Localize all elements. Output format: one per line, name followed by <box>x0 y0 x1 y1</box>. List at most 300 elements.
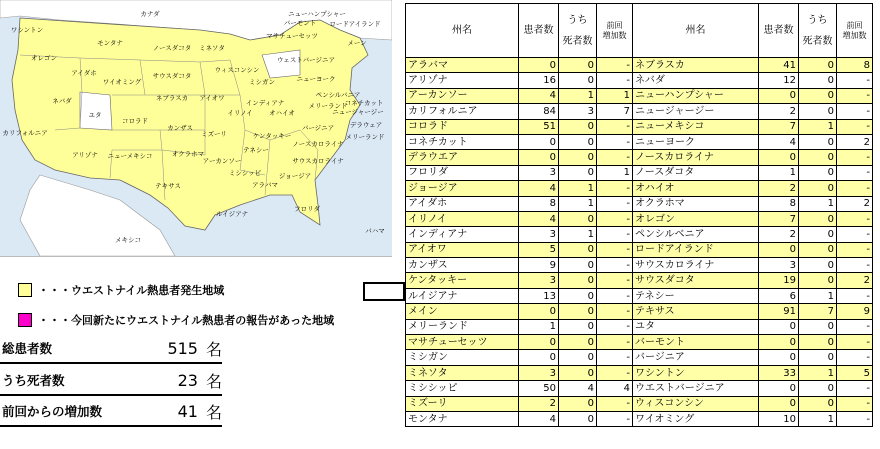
right-increase-cell: - <box>837 258 873 273</box>
header-deaths-top: うち <box>807 14 828 26</box>
right-state-name-cell: ネバダ <box>633 73 759 88</box>
left-increase-cell: - <box>597 335 633 350</box>
table-row <box>406 196 873 211</box>
left-patients-cell: 4 <box>519 211 559 226</box>
map-label: ケンタッキー <box>252 132 292 140</box>
map-label: ニュージャージー <box>332 108 384 116</box>
right-state-name-cell: ニューハンプシャー <box>633 88 759 103</box>
left-patients-cell: 3 <box>519 365 559 380</box>
right-deaths-cell: 0 <box>799 58 837 73</box>
right-increase-cell: 2 <box>837 196 873 211</box>
left-patients-cell: 5 <box>519 242 559 257</box>
right-deaths-cell: 0 <box>799 319 837 334</box>
right-deaths-cell: 0 <box>799 273 837 288</box>
right-patients-cell: 1 <box>759 165 799 180</box>
map-label: アーカンソー <box>202 157 242 165</box>
right-state-name-cell: サウスカロライナ <box>633 258 759 273</box>
right-increase-cell: - <box>837 288 873 303</box>
map-label: イリノイ <box>227 109 253 117</box>
right-patients-cell: 8 <box>759 196 799 211</box>
left-deaths-cell: 0 <box>559 242 597 257</box>
left-increase-cell: - <box>597 288 633 303</box>
map-label: ワシントン <box>10 26 44 34</box>
header-increase-top: 前回 <box>606 20 623 30</box>
left-state-name-cell: イリノイ <box>406 211 519 226</box>
right-patients-cell: 2 <box>759 104 799 119</box>
map-label: カナダ <box>140 10 160 18</box>
left-deaths-cell: 0 <box>559 211 597 226</box>
summary-deaths-unit: 名 <box>205 371 222 391</box>
map-label: ワイオミング <box>102 78 142 86</box>
left-increase-cell: - <box>597 211 633 226</box>
right-state-name-cell: テネシー <box>633 288 759 303</box>
map-label: カンザス <box>167 124 193 132</box>
left-state-name-cell: ミネソタ <box>406 365 519 380</box>
header-increase-top: 前回 <box>846 20 863 30</box>
header-patients: 患者数 <box>759 4 799 58</box>
right-patients-cell: 7 <box>759 119 799 134</box>
right-deaths-cell: 0 <box>799 258 837 273</box>
left-deaths-cell: 3 <box>559 104 597 119</box>
map-label: ウェストバージニア <box>277 56 335 64</box>
left-state-name-cell: メイン <box>406 304 519 319</box>
map-label: ノースカロライナ <box>292 140 344 148</box>
left-increase-cell: - <box>597 304 633 319</box>
header-deaths <box>799 4 837 58</box>
left-increase-cell: - <box>597 319 633 334</box>
table-row <box>406 365 873 380</box>
table-row <box>406 134 873 149</box>
left-deaths-cell: 0 <box>559 258 597 273</box>
right-patients-cell: 0 <box>759 319 799 334</box>
left-deaths-cell: 0 <box>559 165 597 180</box>
legend-swatch-yellow <box>18 283 32 297</box>
left-increase-cell: - <box>597 258 633 273</box>
summary-deaths <box>0 366 222 396</box>
right-state-name-cell: ニュージャージー <box>633 104 759 119</box>
left-patients-cell: 0 <box>519 350 559 365</box>
left-increase-cell: - <box>597 365 633 380</box>
table-row <box>406 288 873 303</box>
right-state-name-cell: ネブラスカ <box>633 58 759 73</box>
right-deaths-cell: 1 <box>799 288 837 303</box>
state-table <box>405 3 873 427</box>
right-increase-cell: - <box>837 119 873 134</box>
legend-item-outbreak <box>18 281 224 299</box>
right-state-name-cell: オレゴン <box>633 211 759 226</box>
right-increase-cell: 5 <box>837 365 873 380</box>
map-label: ジョージア <box>278 172 312 180</box>
table-row <box>406 58 873 73</box>
header-deaths-bottom: 死者数 <box>562 35 593 47</box>
header-deaths-top: うち <box>567 14 588 26</box>
left-patients-cell: 51 <box>519 119 559 134</box>
summary-deaths-value: 23 <box>177 370 198 390</box>
left-state-name-cell: デラウエア <box>406 150 519 165</box>
table-row <box>406 335 873 350</box>
left-state-name-cell: ルイジアナ <box>406 288 519 303</box>
right-deaths-cell: 1 <box>799 365 837 380</box>
left-deaths-cell: 0 <box>559 58 597 73</box>
right-increase-cell: - <box>837 181 873 196</box>
right-patients-cell: 33 <box>759 365 799 380</box>
summary-increase <box>0 397 222 427</box>
map-label: オハイオ <box>269 109 295 117</box>
left-patients-cell: 3 <box>519 273 559 288</box>
right-increase-cell: - <box>837 104 873 119</box>
right-deaths-cell: 0 <box>799 150 837 165</box>
map-label: デラウェア <box>349 121 383 129</box>
summary-total <box>0 334 222 364</box>
left-patients-cell: 13 <box>519 288 559 303</box>
right-deaths-cell: 0 <box>799 134 837 149</box>
table-header-row <box>406 4 873 58</box>
left-patients-cell: 0 <box>519 58 559 73</box>
left-deaths-cell: 0 <box>559 273 597 288</box>
map-label: ウィスコンシン <box>214 66 260 74</box>
map-label: サウスカロライナ <box>292 157 344 165</box>
left-patients-cell: 3 <box>519 165 559 180</box>
right-increase-cell: 2 <box>837 273 873 288</box>
table-body <box>406 58 873 427</box>
left-state-name-cell: アイオワ <box>406 242 519 257</box>
left-increase-cell: - <box>597 73 633 88</box>
left-deaths-cell: 0 <box>559 411 597 426</box>
map-label: ニューメキシコ <box>107 152 153 160</box>
left-state-name-cell: カンザス <box>406 258 519 273</box>
table-row <box>406 73 873 88</box>
right-deaths-cell: 0 <box>799 211 837 226</box>
right-deaths-cell: 1 <box>799 119 837 134</box>
left-state-name-cell: インディアナ <box>406 227 519 242</box>
right-deaths-cell: 1 <box>799 196 837 211</box>
right-increase-cell: - <box>837 396 873 411</box>
right-increase-cell: - <box>837 88 873 103</box>
map-label: メリーランド <box>345 133 385 141</box>
summary-increase-unit: 名 <box>205 402 222 422</box>
left-increase-cell: - <box>597 119 633 134</box>
right-state-name-cell: ワイオミング <box>633 411 759 426</box>
left-state-name-cell: コロラド <box>406 119 519 134</box>
table-row <box>406 165 873 180</box>
table-row <box>406 211 873 226</box>
map-label: インディアナ <box>245 99 285 107</box>
right-increase-cell: 9 <box>837 304 873 319</box>
table-row <box>406 258 873 273</box>
header-patients: 患者数 <box>519 4 559 58</box>
map-label: ミシシッピ <box>228 169 262 177</box>
left-state-name-cell: ミシシッピ <box>406 381 519 396</box>
map-label: ユタ <box>88 111 102 119</box>
left-patients-cell: 0 <box>519 304 559 319</box>
header-deaths-bottom: 死者数 <box>802 35 833 47</box>
left-state-name-cell: ミシガン <box>406 350 519 365</box>
left-deaths-cell: 0 <box>559 119 597 134</box>
map-label: アリゾナ <box>72 151 98 159</box>
right-patients-cell: 0 <box>759 381 799 396</box>
left-increase-cell: - <box>597 273 633 288</box>
left-state-name-cell: モンタナ <box>406 411 519 426</box>
map-label: テネシー <box>243 146 269 154</box>
map-label: マサチューセッツ <box>266 32 318 40</box>
map-label: メーン <box>347 39 367 47</box>
left-increase-cell: 1 <box>597 88 633 103</box>
left-patients-cell: 4 <box>519 181 559 196</box>
right-patients-cell: 0 <box>759 396 799 411</box>
left-increase-cell: 4 <box>597 381 633 396</box>
map-label: アイダホ <box>71 69 97 77</box>
left-patients-cell: 0 <box>519 150 559 165</box>
summary-total-unit: 名 <box>205 339 222 359</box>
right-deaths-cell: 1 <box>799 411 837 426</box>
left-deaths-cell: 0 <box>559 304 597 319</box>
right-state-name-cell: ロードアイランド <box>633 242 759 257</box>
left-state-name-cell: カリフォルニア <box>406 104 519 119</box>
left-increase-cell: - <box>597 196 633 211</box>
left-patients-cell: 4 <box>519 411 559 426</box>
right-state-name-cell: ペンシルベニア <box>633 227 759 242</box>
map-label: アイオワ <box>199 94 225 102</box>
map-label: ノースダコタ <box>152 44 192 52</box>
right-deaths-cell: 0 <box>799 88 837 103</box>
right-patients-cell: 7 <box>759 211 799 226</box>
connector-line <box>363 282 405 301</box>
table-row <box>406 381 873 396</box>
left-deaths-cell: 4 <box>559 381 597 396</box>
summary-total-label: 総患者数 <box>2 341 53 356</box>
header-state: 州名 <box>633 4 759 58</box>
map-label: モンタナ <box>97 39 123 47</box>
legend-item-new <box>18 311 334 329</box>
left-patients-cell: 0 <box>519 335 559 350</box>
right-deaths-cell: 0 <box>799 227 837 242</box>
right-state-name-cell: ウエストバージニア <box>633 381 759 396</box>
right-increase-cell: - <box>837 242 873 257</box>
left-deaths-cell: 0 <box>559 396 597 411</box>
right-state-name-cell: ノースカロライナ <box>633 150 759 165</box>
right-increase-cell: - <box>837 319 873 334</box>
left-state-name-cell: メリーランド <box>406 319 519 334</box>
left-patients-cell: 4 <box>519 88 559 103</box>
right-state-name-cell: テキサス <box>633 304 759 319</box>
left-increase-cell: - <box>597 396 633 411</box>
map-label: コネチカット <box>344 99 384 107</box>
us-map <box>0 0 392 257</box>
right-patients-cell: 10 <box>759 411 799 426</box>
table-row <box>406 181 873 196</box>
table-row <box>406 319 873 334</box>
right-patients-cell: 2 <box>759 181 799 196</box>
right-patients-cell: 2 <box>759 227 799 242</box>
right-deaths-cell: 0 <box>799 396 837 411</box>
right-increase-cell: - <box>837 73 873 88</box>
right-state-name-cell: ニューヨーク <box>633 134 759 149</box>
map-label: ペンシルバニア <box>315 91 361 99</box>
right-patients-cell: 3 <box>759 258 799 273</box>
map-label: オクラホマ <box>171 150 205 158</box>
left-state-name-cell: アリゾナ <box>406 73 519 88</box>
map-label: ミズーリ <box>201 130 227 138</box>
left-state-name-cell: マサチューセッツ <box>406 335 519 350</box>
map-label: サウスダコタ <box>152 72 192 80</box>
left-deaths-cell: 0 <box>559 134 597 149</box>
right-deaths-cell: 0 <box>799 335 837 350</box>
right-deaths-cell: 0 <box>799 165 837 180</box>
right-state-name-cell: バーモント <box>633 335 759 350</box>
right-deaths-cell: 0 <box>799 73 837 88</box>
right-increase-cell: - <box>837 165 873 180</box>
right-patients-cell: 91 <box>759 304 799 319</box>
right-patients-cell: 4 <box>759 134 799 149</box>
header-increase <box>597 4 633 58</box>
left-deaths-cell: 0 <box>559 73 597 88</box>
left-increase-cell: - <box>597 134 633 149</box>
map-label: ネバダ <box>52 97 72 105</box>
table-row <box>406 227 873 242</box>
right-patients-cell: 12 <box>759 73 799 88</box>
left-increase-cell: - <box>597 242 633 257</box>
right-increase-cell: 8 <box>837 58 873 73</box>
right-patients-cell: 0 <box>759 335 799 350</box>
header-state: 州名 <box>406 4 519 58</box>
right-patients-cell: 0 <box>759 242 799 257</box>
left-state-name-cell: アーカンソー <box>406 88 519 103</box>
header-increase-bottom: 増加数 <box>602 30 627 40</box>
right-increase-cell: - <box>837 350 873 365</box>
map-label: ロードアイランド <box>329 20 381 28</box>
map-label: バハマ <box>365 227 385 235</box>
left-patients-cell: 16 <box>519 73 559 88</box>
table-row <box>406 273 873 288</box>
left-increase-cell: - <box>597 181 633 196</box>
right-patients-cell: 41 <box>759 58 799 73</box>
left-patients-cell: 50 <box>519 381 559 396</box>
legend-label-new: ・・・今回新たにウエストナイル熱患者の報告があった地域 <box>38 314 335 327</box>
map-label: テキサス <box>155 182 181 190</box>
left-state-name-cell: ミズーリ <box>406 396 519 411</box>
table-row <box>406 396 873 411</box>
right-state-name-cell: サウスダコタ <box>633 273 759 288</box>
map-label: ネブラスカ <box>155 94 189 102</box>
summary-increase-value: 41 <box>177 401 198 421</box>
right-state-name-cell: ウィスコンシン <box>633 396 759 411</box>
left-patients-cell: 2 <box>519 396 559 411</box>
left-increase-cell: - <box>597 227 633 242</box>
table-row <box>406 350 873 365</box>
left-patients-cell: 0 <box>519 134 559 149</box>
left-state-name-cell: ジョージア <box>406 181 519 196</box>
left-patients-cell: 9 <box>519 258 559 273</box>
map-label: ニューハンプシャー <box>288 10 346 18</box>
left-patients-cell: 3 <box>519 227 559 242</box>
map-svg <box>0 0 392 256</box>
right-increase-cell: - <box>837 150 873 165</box>
left-deaths-cell: 1 <box>559 88 597 103</box>
map-label: フロリダ <box>294 205 320 213</box>
left-deaths-cell: 0 <box>559 335 597 350</box>
right-deaths-cell: 0 <box>799 350 837 365</box>
left-patients-cell: 84 <box>519 104 559 119</box>
table-row <box>406 104 873 119</box>
left-deaths-cell: 0 <box>559 288 597 303</box>
left-increase-cell: 7 <box>597 104 633 119</box>
table-row <box>406 150 873 165</box>
left-state-name-cell: ケンタッキー <box>406 273 519 288</box>
right-patients-cell: 0 <box>759 88 799 103</box>
left-increase-cell: - <box>597 58 633 73</box>
right-increase-cell: - <box>837 227 873 242</box>
map-label: ミネソタ <box>199 44 225 52</box>
summary-deaths-label: うち死者数 <box>2 373 65 388</box>
right-increase-cell: - <box>837 411 873 426</box>
right-state-name-cell: オハイオ <box>633 181 759 196</box>
map-label: メキシコ <box>115 236 141 244</box>
left-increase-cell: 1 <box>597 165 633 180</box>
header-deaths <box>559 4 597 58</box>
left-increase-cell: - <box>597 350 633 365</box>
left-deaths-cell: 1 <box>559 227 597 242</box>
summary-total-value: 515 <box>167 338 198 358</box>
right-deaths-cell: 0 <box>799 242 837 257</box>
map-label: コロラド <box>122 117 148 125</box>
table-row <box>406 119 873 134</box>
legend-label-outbreak: ・・・ウエストナイル熱患者発生地域 <box>38 284 225 297</box>
left-state-name-cell: アイダホ <box>406 196 519 211</box>
right-increase-cell: - <box>837 381 873 396</box>
map-label: ルイジアナ <box>215 210 249 218</box>
legend-swatch-magenta <box>18 313 32 327</box>
left-patients-cell: 1 <box>519 319 559 334</box>
table-row <box>406 242 873 257</box>
map-label: アラバマ <box>252 181 278 189</box>
table-row <box>406 88 873 103</box>
table-row <box>406 304 873 319</box>
right-patients-cell: 6 <box>759 288 799 303</box>
map-label: ニューヨーク <box>296 75 336 83</box>
left-state-name-cell: アラバマ <box>406 58 519 73</box>
right-deaths-cell: 7 <box>799 304 837 319</box>
right-state-name-cell: オクラホマ <box>633 196 759 211</box>
map-label: オレゴン <box>31 54 57 62</box>
right-deaths-cell: 0 <box>799 104 837 119</box>
map-label: メリーランド <box>308 102 348 110</box>
left-state-name-cell: コネチカット <box>406 134 519 149</box>
left-deaths-cell: 1 <box>559 181 597 196</box>
right-patients-cell: 0 <box>759 150 799 165</box>
right-state-name-cell: ノースダコタ <box>633 165 759 180</box>
right-deaths-cell: 0 <box>799 381 837 396</box>
right-patients-cell: 0 <box>759 350 799 365</box>
right-state-name-cell: ユタ <box>633 319 759 334</box>
header-increase <box>837 4 873 58</box>
right-state-name-cell: バージニア <box>633 350 759 365</box>
right-patients-cell: 19 <box>759 273 799 288</box>
left-deaths-cell: 0 <box>559 319 597 334</box>
left-deaths-cell: 0 <box>559 365 597 380</box>
table-row <box>406 411 873 426</box>
map-label: バージニア <box>301 124 335 132</box>
left-increase-cell: - <box>597 411 633 426</box>
summary-increase-label: 前回からの増加数 <box>2 404 103 419</box>
right-deaths-cell: 0 <box>799 181 837 196</box>
map-label: カリフォルニア <box>2 129 48 137</box>
left-state-name-cell: フロリダ <box>406 165 519 180</box>
left-deaths-cell: 0 <box>559 350 597 365</box>
map-label: ミシガン <box>249 78 275 86</box>
right-increase-cell: - <box>837 211 873 226</box>
map-label: バーモント <box>283 19 317 27</box>
header-increase-bottom: 増加数 <box>842 30 867 40</box>
